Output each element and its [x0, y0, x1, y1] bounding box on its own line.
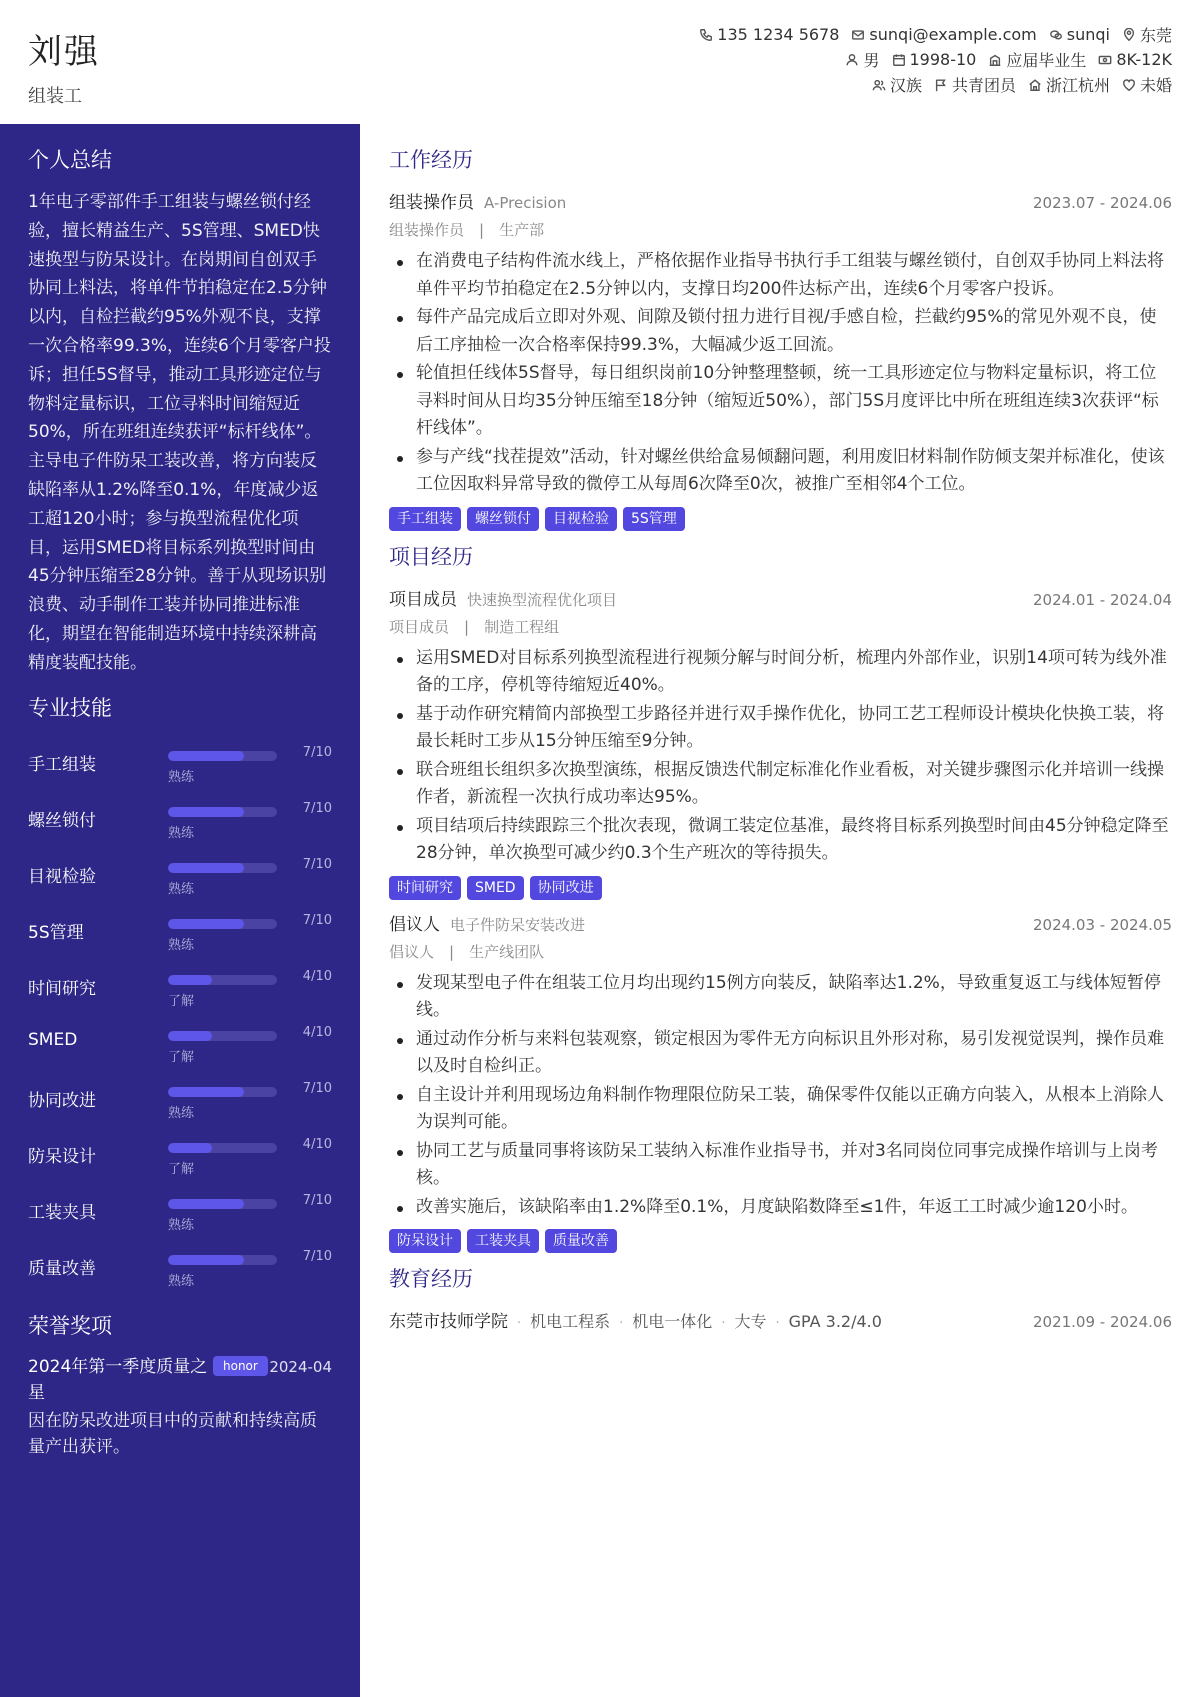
contact-hometown	[1028, 73, 1110, 96]
contact-info	[532, 22, 1172, 97]
edu-date: 2021.09 - 2024.06	[1032, 1313, 1172, 1331]
skill-tag: 时间研究	[389, 876, 461, 900]
skill-score: 7/10	[302, 912, 332, 928]
skill-item	[28, 904, 332, 960]
skill-level: 了解	[168, 1161, 195, 1177]
birth-text: 1998-10	[909, 50, 977, 69]
honor-description: 因在防呆改进项目中的贡献和持续高质量产出获评。	[28, 1410, 317, 1457]
skills-heading: 专业技能	[28, 695, 112, 720]
skill-bar-fill	[168, 975, 212, 985]
skills-list	[28, 736, 332, 1296]
money-icon	[1098, 53, 1112, 67]
salary-text: 8K-12K	[1116, 50, 1172, 69]
skill-item	[28, 960, 332, 1016]
candidate-role: 组装工	[28, 86, 82, 107]
skill-bar	[168, 751, 277, 761]
skill-item	[28, 1240, 332, 1296]
entry-date: 2024.03 - 2024.05	[1032, 915, 1172, 934]
flag-icon	[934, 78, 948, 92]
work-entry	[389, 188, 1172, 531]
bullet-item: 轮值担任线体5S督导，每日组织岗前10分钟整理整顿，统一工具形迹定位与物料定量标识，将工位寻料时间从日均35分钟压缩至18分钟（缩短近50%），部门5S月度评比中所在班组连续3次获评“标杆线体”。	[389, 360, 1172, 443]
entry-date: 2024.01 - 2024.04	[1032, 590, 1172, 609]
edu-school: 东莞市技师学院	[389, 1312, 508, 1332]
skill-tag: 质量改善	[545, 1229, 617, 1253]
heart-icon	[1122, 78, 1136, 92]
skill-level: 熟练	[168, 937, 195, 953]
skill-name: 工装夹具	[28, 1202, 96, 1223]
skill-bar	[168, 863, 277, 873]
contact-row-2	[532, 47, 1172, 72]
skill-bar	[168, 1031, 277, 1041]
contact-email[interactable]	[851, 25, 1036, 44]
skill-item	[28, 848, 332, 904]
political-text: 共青团员	[951, 76, 1016, 95]
skill-bar-fill	[168, 1143, 212, 1153]
entry-meta-dept: 制造工程组	[484, 617, 560, 636]
skill-score: 7/10	[302, 1192, 332, 1208]
skill-level: 熟练	[168, 1105, 195, 1121]
bullet-item: 自主设计并利用现场边角料制作物理限位防呆工装，确保零件仅能以正确方向装入，从根本上消除人为误判可能。	[389, 1082, 1172, 1137]
skill-bar	[168, 975, 277, 985]
bullet-item: 通过动作分析与来料包装观察，锁定根因为零件无方向标识且外形对称，易引发视觉误判，操作员难以及时自检纠正。	[389, 1026, 1172, 1081]
bullet-item: 协同工艺与质量同事将该防呆工装纳入标准作业指导书，并对3名同岗位同事完成操作培训与上岗考核。	[389, 1138, 1172, 1193]
entry-position: 倡议人	[389, 914, 440, 935]
gender-text: 男	[863, 51, 880, 70]
building-icon	[988, 53, 1002, 67]
skill-bar-fill	[168, 807, 244, 817]
bullet-item: 在消费电子结构件流水线上，严格依据作业指导书执行手工组装与螺丝锁付，自创双手协同上料法将单件平均节拍稳定在2.5分钟以内，支撑日均200件达标产出，连续6个月零客户投诉。	[389, 248, 1172, 303]
honor-item	[28, 1354, 332, 1460]
skill-name: 防呆设计	[28, 1146, 96, 1167]
entry-company: A-Precision	[484, 194, 567, 212]
honor-date: 2024-04	[269, 1357, 332, 1376]
skill-bar-fill	[168, 1031, 212, 1041]
contact-marital	[1122, 73, 1172, 96]
entry-position: 项目成员	[389, 589, 457, 610]
entry-date: 2023.07 - 2024.06	[1032, 194, 1172, 212]
contact-row-3	[532, 72, 1172, 97]
education-entry	[389, 1307, 1172, 1332]
skill-bar-fill	[168, 863, 244, 873]
contact-wechat[interactable]	[1049, 25, 1110, 44]
skill-level: 熟练	[168, 769, 195, 785]
skill-item	[28, 1184, 332, 1240]
entry-meta	[389, 219, 1172, 240]
skill-bar-fill	[168, 1199, 244, 1209]
wechat-icon	[1049, 28, 1063, 42]
skill-level: 熟练	[168, 881, 195, 897]
skill-name: 目视检验	[28, 866, 96, 887]
contact-gender	[845, 48, 879, 71]
skill-score: 4/10	[302, 968, 332, 984]
edu-department: 机电工程系	[530, 1312, 611, 1331]
calendar-icon	[892, 53, 906, 67]
entry-tags	[389, 876, 1172, 900]
location-pin-icon	[1122, 28, 1136, 42]
wechat-text: sunqi	[1066, 25, 1110, 44]
skill-level: 熟练	[168, 1217, 195, 1233]
phone-icon	[699, 28, 713, 42]
entry-meta	[389, 941, 1172, 962]
location-text: 东莞	[1139, 26, 1172, 45]
email-icon	[851, 28, 865, 42]
marital-text: 未婚	[1139, 76, 1172, 95]
skill-level: 熟练	[168, 825, 195, 841]
skill-name: 时间研究	[28, 978, 96, 999]
entry-header	[389, 585, 1172, 610]
bullet-item: 运用SMED对目标系列换型流程进行视频分解与时间分析，梳理内外部作业，识别14项可转为线外准备的工序，停机等待缩短近40%。	[389, 645, 1172, 700]
meta-separator: |	[434, 942, 470, 961]
entry-tags	[389, 1229, 1172, 1253]
entry-bullets	[389, 645, 1172, 868]
bullet-item: 联合班组长组织多次换型演练，根据反馈迭代制定标准化作业看板，对关键步骤图示化并培训一线操作者，新流程一次执行成功率达95%。	[389, 757, 1172, 812]
contact-salary	[1098, 50, 1172, 69]
honor-badge: honor	[213, 1356, 268, 1376]
skill-bar	[168, 807, 277, 817]
honors-heading: 荣誉奖项	[28, 1313, 112, 1338]
skill-level: 了解	[168, 1049, 195, 1065]
skill-level: 了解	[168, 993, 195, 1009]
status-text: 应届毕业生	[1006, 51, 1087, 70]
skill-bar-fill	[168, 1087, 244, 1097]
entry-meta-dept: 生产线团队	[469, 942, 545, 961]
entry-header	[389, 188, 1172, 213]
sidebar	[0, 124, 360, 1697]
entry-bullets	[389, 248, 1172, 499]
skill-item	[28, 1016, 332, 1072]
people-icon	[872, 78, 886, 92]
skill-bar	[168, 919, 277, 929]
bullet-item: 基于动作研究精简内部换型工步路径并进行双手操作优化，协同工艺工程师设计模块化快换工装，将最长耗时工步从15分钟压缩至9分钟。	[389, 701, 1172, 756]
skill-tag: 目视检验	[545, 507, 617, 531]
project-entry	[389, 910, 1172, 1254]
skill-score: 7/10	[302, 856, 332, 872]
contact-row-1	[532, 22, 1172, 47]
contact-status	[988, 48, 1086, 71]
skill-name: 5S管理	[28, 922, 84, 943]
dot-separator: ·	[619, 1316, 624, 1331]
skill-level: 熟练	[168, 1273, 195, 1289]
dot-separator: ·	[721, 1316, 726, 1331]
dot-separator: ·	[517, 1316, 522, 1331]
skill-tag: SMED	[467, 876, 524, 900]
skill-name: SMED	[28, 1029, 78, 1050]
contact-phone[interactable]	[699, 25, 839, 44]
dot-separator: ·	[775, 1316, 780, 1331]
project-entry	[389, 585, 1172, 900]
home-icon	[1028, 78, 1042, 92]
contact-ethnicity	[872, 73, 922, 96]
skill-name: 螺丝锁付	[28, 810, 96, 831]
skill-item	[28, 1128, 332, 1184]
resume-header	[0, 0, 1200, 124]
contact-birth	[892, 50, 977, 69]
main-content	[389, 124, 1172, 1332]
person-icon	[845, 53, 859, 67]
entry-position: 组装操作员	[389, 193, 474, 213]
bullet-item: 每件产品完成后立即对外观、间隙及锁付扭力进行目视/手感自检，拦截约95%的常见外观不良，使后工序抽检一次合格率保持99.3%，大幅减少返工回流。	[389, 304, 1172, 359]
skill-item	[28, 792, 332, 848]
skill-name: 质量改善	[28, 1258, 96, 1279]
bullet-item: 发现某型电子件在组装工位月均出现约15例方向装反，缺陷率达1.2%，导致重复返工与线体短暂停线。	[389, 970, 1172, 1025]
skill-bar	[168, 1143, 277, 1153]
entry-meta	[389, 616, 1172, 637]
skill-item	[28, 736, 332, 792]
phone-text: 135 1234 5678	[717, 25, 840, 44]
candidate-name: 刘强	[28, 32, 100, 72]
entry-header	[389, 910, 1172, 935]
skill-score: 7/10	[302, 744, 332, 760]
entry-project-name: 电子件防呆安装改进	[450, 915, 586, 934]
entry-meta-dept: 生产部	[499, 221, 545, 239]
edu-degree: 大专	[734, 1312, 767, 1331]
entry-tags	[389, 507, 1172, 531]
skill-score: 4/10	[302, 1136, 332, 1152]
hometown-text: 浙江杭州	[1045, 76, 1110, 95]
skill-tag: 手工组装	[389, 507, 461, 531]
entry-meta-role: 项目成员	[389, 617, 450, 636]
entry-meta-role: 组装操作员	[389, 221, 465, 239]
edu-major: 机电一体化	[632, 1312, 713, 1331]
skill-score: 7/10	[302, 800, 332, 816]
work-heading: 工作经历	[389, 148, 473, 172]
contact-location	[1122, 23, 1172, 46]
skill-bar-fill	[168, 751, 244, 761]
skill-bar	[168, 1199, 277, 1209]
skill-score: 4/10	[302, 1024, 332, 1040]
skill-bar	[168, 1255, 277, 1265]
contact-political	[934, 73, 1016, 96]
edu-gpa: GPA 3.2/4.0	[788, 1312, 882, 1331]
skill-bar	[168, 1087, 277, 1097]
entry-bullets	[389, 970, 1172, 1222]
skill-score: 7/10	[302, 1080, 332, 1096]
ethnicity-text: 汉族	[889, 76, 922, 95]
skill-bar-fill	[168, 919, 244, 929]
skill-tag: 工装夹具	[467, 1229, 539, 1253]
entry-project-name: 快速换型流程优化项目	[467, 590, 618, 609]
entry-meta-role: 倡议人	[389, 942, 435, 961]
skill-name: 协同改进	[28, 1090, 96, 1111]
skill-tag: 协同改进	[530, 876, 602, 900]
projects-heading: 项目经历	[389, 544, 473, 569]
honor-title: 2024年第一季度质量之星	[28, 1356, 208, 1403]
meta-separator: |	[464, 221, 500, 239]
skill-item	[28, 1072, 332, 1128]
bullet-item: 参与产线“找茬提效”活动，针对螺丝供给盒易倾翻问题，利用废旧材料制作防倾支架并标准化，使该工位因取料异常导致的微停工从每周6次降至0次，被推广至相邻4个工位。	[389, 444, 1172, 499]
skill-name: 手工组装	[28, 754, 96, 775]
bullet-item: 改善实施后，该缺陷率由1.2%降至0.1%，月度缺陷数降至≤1件，年返工工时减少逾120小时。	[389, 1194, 1172, 1222]
skill-tag: 5S管理	[623, 507, 685, 531]
email-text: sunqi@example.com	[869, 25, 1037, 44]
summary-heading: 个人总结	[28, 148, 112, 172]
meta-separator: |	[449, 617, 485, 636]
skill-bar-fill	[168, 1255, 244, 1265]
summary-text: 1年电子零部件手工组装与螺丝锁付经验，擅长精益生产、5S管理、SMED快速换型与防呆设计。在岗期间自创双手协同上料法，将单件节拍稳定在2.5分钟以内，自检拦截约95%外观不良，支撑一次合格率99.3%，连续6个月零客户投诉；担任5S督导，推动工具形迹定位与物料定量标识，工位寻料时间缩短近50%，所在班组连续获评“标杆线体”。主导电子件防呆工装改善，将方向装反缺陷率从1.2%降至0.1%，年度减少返工超120小时；参与换型流程优化项目，运用SMED将目标系列换型时间由45分钟压缩至28分钟。善于从现场识别浪费、动手制作工装并协同推进标准化，期望在智能制造环境中持续深耕高精度装配技能。	[28, 192, 331, 673]
skill-tag: 螺丝锁付	[467, 507, 539, 531]
skill-tag: 防呆设计	[389, 1229, 461, 1253]
skill-score: 7/10	[302, 1248, 332, 1264]
bullet-item: 项目结项后持续跟踪三个批次表现，微调工装定位基准，最终将目标系列换型时间由45分钟稳定降至28分钟，单次换型可减少约0.3个生产班次的等待损失。	[389, 813, 1172, 868]
education-heading: 教育经历	[389, 1267, 473, 1291]
